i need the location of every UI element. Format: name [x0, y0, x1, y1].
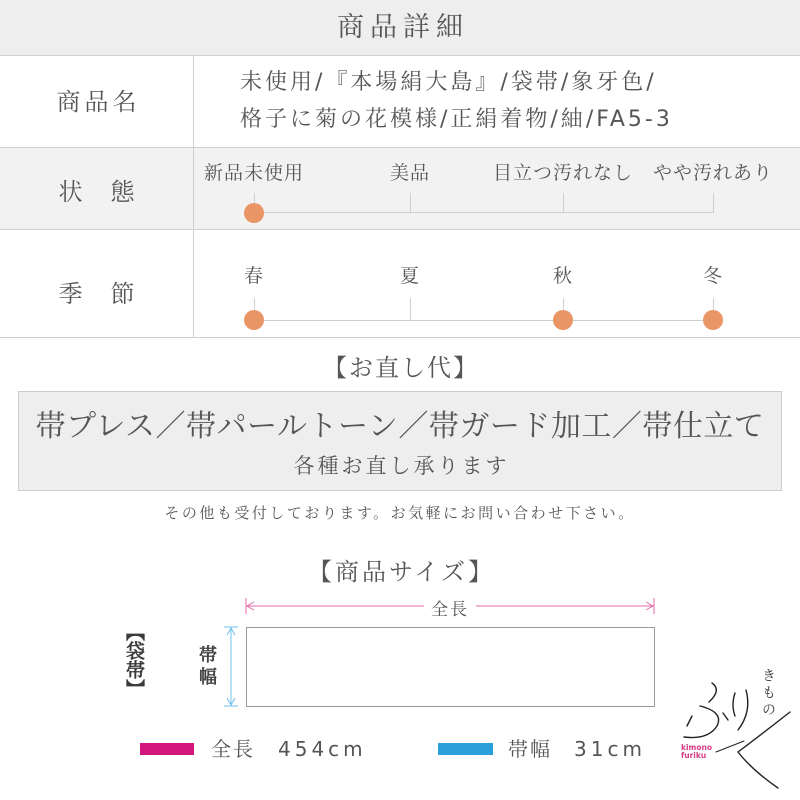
logo-stroke: [738, 712, 790, 788]
page-title: 商品詳細: [337, 12, 469, 43]
alteration-services: 帯プレス／帯パールトーン／帯ガード加工／帯仕立て: [35, 409, 765, 444]
selected-marker-dot: [244, 203, 264, 223]
legend-value-length: 454cm: [278, 737, 367, 761]
logo-stroke: [723, 713, 728, 720]
scale-tick: [563, 193, 564, 213]
scale-line: [254, 212, 713, 213]
legend-value-width: 31cm: [574, 737, 646, 761]
product-name-line-1: 未使用/『本場絹大島』/袋帯/象牙色/: [240, 70, 657, 95]
details-table: [0, 55, 800, 338]
scale-label: 冬: [702, 265, 724, 287]
season-scale: [0, 230, 800, 337]
scale-label: やや汚れあり: [652, 162, 774, 184]
logo-stroke: [738, 690, 748, 730]
scale-label: 美品: [389, 162, 431, 184]
condition-scale: [0, 148, 800, 229]
row-product-name: [0, 55, 800, 148]
logo-stroke: [733, 693, 735, 716]
scale-tick: [713, 193, 714, 213]
width-label: 帯幅: [196, 645, 217, 689]
legend-swatch-width: [438, 743, 493, 755]
scale-label: 夏: [399, 265, 421, 287]
scale-tick: [410, 193, 411, 213]
width-dimension: [224, 627, 238, 706]
logo-stroke: [709, 683, 716, 702]
row-label-season: 季節: [58, 280, 163, 308]
scale-line: [254, 320, 713, 321]
legend-swatch-length: [140, 743, 194, 755]
row-label-product-name: 商品名: [56, 88, 141, 116]
furiku-logo: [670, 655, 795, 795]
logo-stroke: [687, 716, 692, 726]
alteration-subtext: 各種お直し承ります: [293, 454, 510, 478]
obi-outline: [247, 628, 655, 707]
header-band: [0, 0, 800, 55]
alteration-box: [18, 391, 782, 491]
scale-label: 春: [243, 265, 265, 287]
row-season: [0, 230, 800, 338]
selected-marker-dot: [244, 310, 264, 330]
legend-label-width: 帯幅: [508, 737, 552, 761]
scale-tick: [410, 298, 411, 320]
row-label-condition: 状態: [58, 178, 163, 206]
length-label: 全長: [431, 600, 469, 620]
contact-note: その他も受付しております。お気軽にお問い合わせ下さい。: [164, 504, 636, 522]
logo-wordmark: kimono furiku: [681, 743, 713, 760]
product-name-line-2: 格子に菊の花模様/正絹着物/紬/FA5-3: [240, 107, 673, 132]
selected-marker-dot: [553, 310, 573, 330]
legend-label-length: 全長: [211, 737, 255, 761]
alteration-heading: 【お直し代】: [323, 354, 479, 382]
obi-type-label: 【袋帯】: [123, 622, 145, 698]
scale-label: 目立つ汚れなし: [492, 162, 634, 184]
column-divider: [193, 55, 194, 338]
scale-label: 秋: [552, 265, 574, 287]
scale-label: 新品未使用: [203, 162, 305, 184]
row-condition: [0, 148, 800, 230]
size-heading: 【商品サイズ】: [307, 558, 496, 586]
logo-kana: きもの: [760, 668, 776, 719]
selected-marker-dot: [703, 310, 723, 330]
